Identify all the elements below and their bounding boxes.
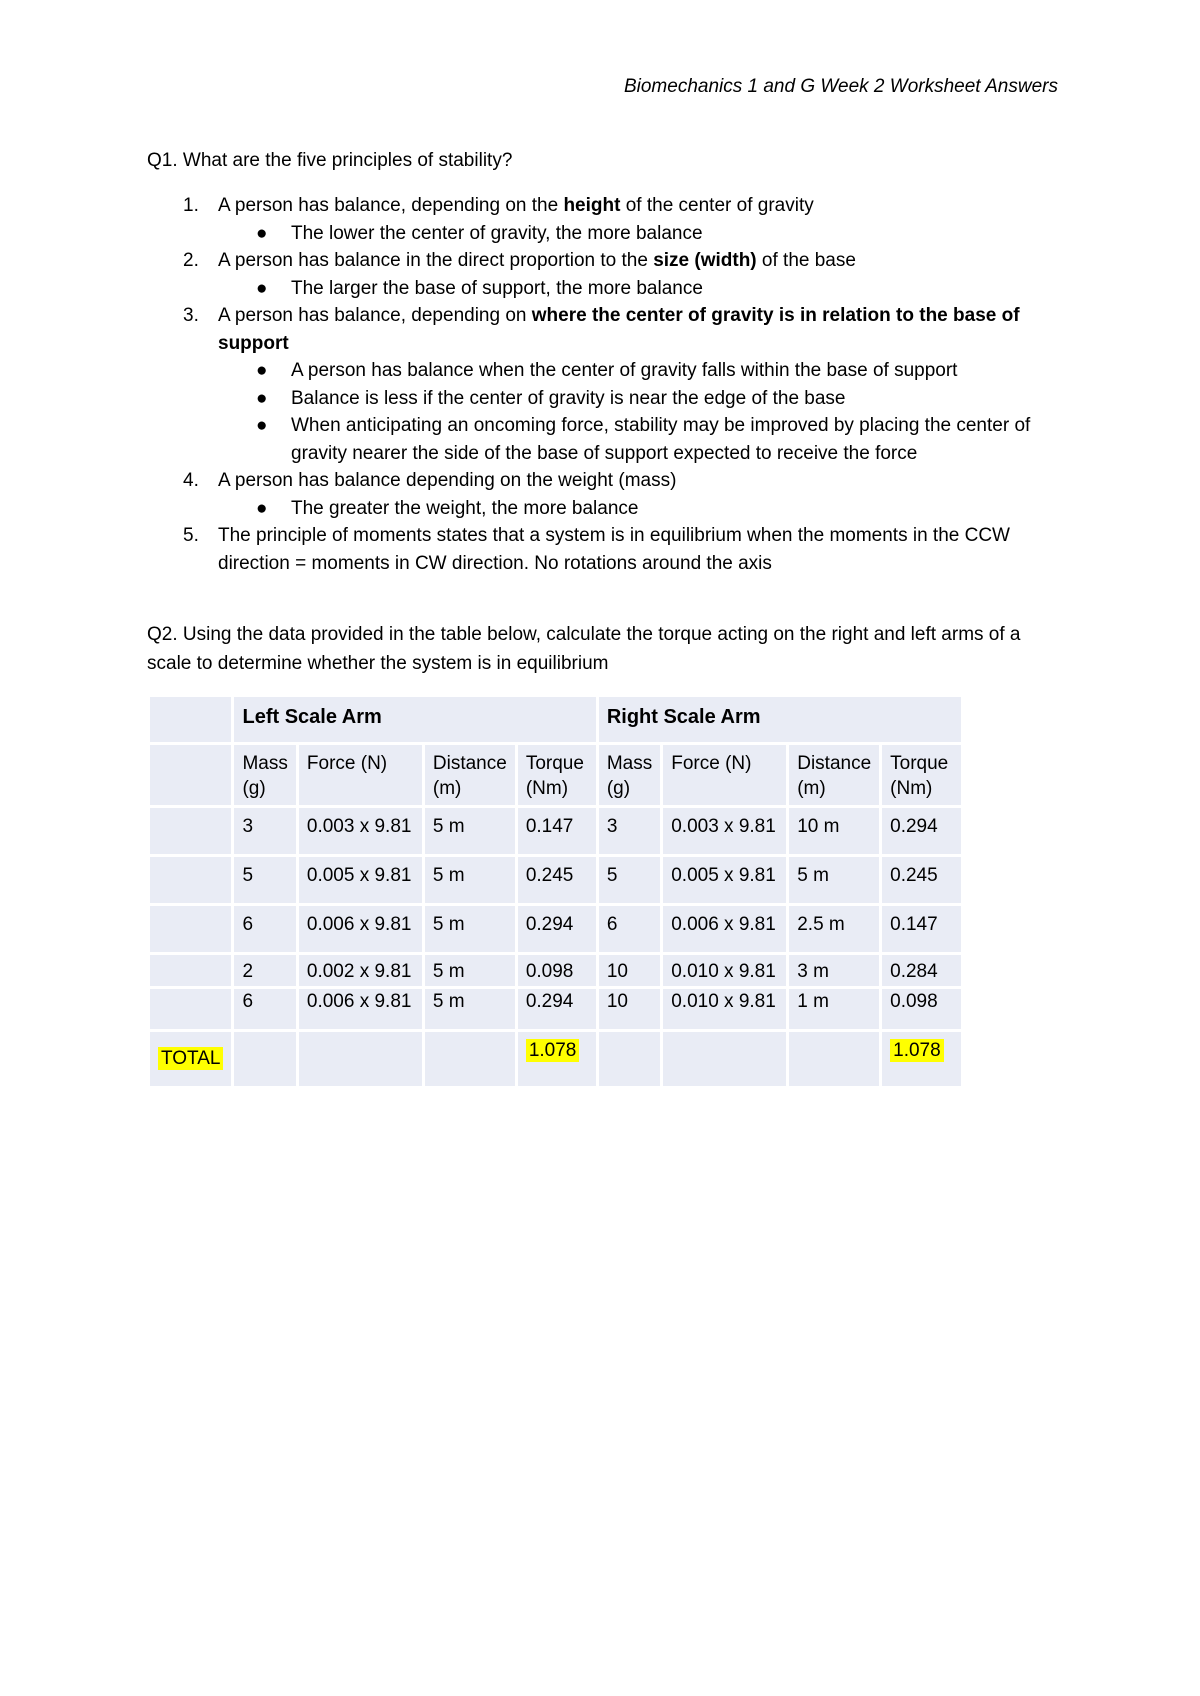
table-cell: 0.245 bbox=[518, 857, 596, 903]
table-cell: 5 m bbox=[425, 857, 515, 903]
bullet-icon: ● bbox=[256, 387, 268, 409]
torque-table bbox=[147, 694, 964, 1089]
column-header: Force (N) bbox=[299, 745, 422, 805]
table-cell: 0.010 x 9.81 bbox=[663, 955, 786, 986]
bullet-text: Balance is less if the center of gravity is near the edge of the base bbox=[291, 387, 846, 409]
total-label: TOTAL bbox=[158, 1047, 223, 1070]
bullet-icon: ● bbox=[256, 277, 268, 299]
bullet-item bbox=[218, 275, 1067, 303]
q1-question: Q1. What are the five principles of stability? bbox=[147, 150, 513, 171]
table-cell: 0.294 bbox=[882, 808, 961, 854]
table-cell bbox=[150, 857, 231, 903]
bullet-text: The lower the center of gravity, the more balance bbox=[291, 222, 703, 244]
table-cell: 0.245 bbox=[882, 857, 961, 903]
total-label-cell bbox=[150, 1032, 231, 1086]
principle-bold-text: height bbox=[563, 195, 621, 216]
table-cell: 0.006 x 9.81 bbox=[663, 906, 786, 952]
table-cell: 0.294 bbox=[518, 906, 596, 952]
table-cell: 3 bbox=[599, 808, 660, 854]
principle-bold-text: size (width) bbox=[653, 250, 757, 271]
table-cell: 0.003 x 9.81 bbox=[299, 808, 422, 854]
table-cell: 2.5 m bbox=[789, 906, 879, 952]
column-header: Force (N) bbox=[663, 745, 786, 805]
principle-item bbox=[147, 302, 1067, 467]
principle-text: The principle of moments states that a system is in equilibrium when the moments in the CCW direction = moments in CW direction. No rotations around the axis bbox=[218, 525, 1010, 574]
principle-text: A person has balance depending on the weight (mass) bbox=[218, 470, 677, 491]
table-cell: 10 bbox=[599, 989, 660, 1029]
principle-bold-text: where the center of gravity is in relation to the base of support bbox=[218, 305, 1020, 354]
table-cell: 5 m bbox=[789, 857, 879, 903]
table-cell bbox=[299, 1032, 422, 1086]
table-row bbox=[150, 857, 961, 903]
q2-question: Q2. Using the data provided in the table below, calculate the torque acting on the right and left arms of a scale to determine whether the system is in equilibrium bbox=[147, 624, 1021, 674]
bullet-item bbox=[218, 385, 1067, 413]
table-cell: 0.098 bbox=[518, 955, 596, 986]
bullet-item bbox=[218, 220, 1067, 248]
table-cell bbox=[150, 955, 231, 986]
bullet-list bbox=[218, 275, 1067, 303]
table-cell: 5 m bbox=[425, 989, 515, 1029]
table-row bbox=[150, 989, 961, 1029]
column-header: Torque (Nm) bbox=[518, 745, 596, 805]
bullet-text: The greater the weight, the more balance bbox=[291, 497, 639, 519]
table-cell: 6 bbox=[234, 989, 295, 1029]
column-header: Distance (m) bbox=[789, 745, 879, 805]
bullet-icon: ● bbox=[256, 415, 268, 436]
principle-item bbox=[147, 522, 1067, 577]
column-header: Mass (g) bbox=[599, 745, 660, 805]
table-row bbox=[150, 906, 961, 952]
bullet-icon: ● bbox=[256, 222, 268, 244]
table-cell bbox=[599, 1032, 660, 1086]
principle-text: A person has balance in the direct proportion to the bbox=[218, 250, 654, 271]
left-arm-title: Left Scale Arm bbox=[234, 697, 595, 742]
bullet-text: A person has balance when the center of gravity falls within the base of support bbox=[291, 360, 958, 381]
right-total-value: 1.078 bbox=[890, 1039, 944, 1062]
table-cell bbox=[150, 697, 231, 742]
table-cell: 0.098 bbox=[882, 989, 961, 1029]
table-cell: 0.147 bbox=[518, 808, 596, 854]
principle-text: of the base bbox=[756, 250, 856, 271]
table-cell bbox=[150, 989, 231, 1029]
bullet-list bbox=[218, 495, 1067, 523]
table-cell: 3 bbox=[234, 808, 295, 854]
table-cell: 0.002 x 9.81 bbox=[299, 955, 422, 986]
left-total-value: 1.078 bbox=[526, 1039, 580, 1062]
list-number: 5. bbox=[183, 525, 199, 546]
principle-item bbox=[147, 467, 1067, 522]
bullet-text: When anticipating an oncoming force, stability may be improved by placing the center of gravity nearer the side of the base of support expected to receive the force bbox=[291, 415, 1031, 464]
bullet-item bbox=[218, 495, 1067, 523]
principle-item bbox=[147, 247, 1067, 302]
table-cell: 1 m bbox=[789, 989, 879, 1029]
bullet-item bbox=[218, 357, 1067, 385]
table-cell: 0.005 x 9.81 bbox=[299, 857, 422, 903]
table-cell bbox=[150, 906, 231, 952]
bullet-list bbox=[218, 357, 1067, 467]
table-cell: 0.010 x 9.81 bbox=[663, 989, 786, 1029]
table-cell: 0.005 x 9.81 bbox=[663, 857, 786, 903]
table-cell: 0.147 bbox=[882, 906, 961, 952]
principle-text: A person has balance, depending on bbox=[218, 305, 532, 326]
bullet-icon: ● bbox=[256, 360, 268, 381]
table-cell bbox=[150, 808, 231, 854]
right-arm-title: Right Scale Arm bbox=[599, 697, 961, 742]
table-cell: 6 bbox=[234, 906, 295, 952]
list-number: 3. bbox=[183, 305, 199, 326]
table-cell bbox=[150, 745, 231, 805]
page-header: Biomechanics 1 and G Week 2 Worksheet Answers bbox=[623, 76, 1058, 97]
table-cell: 0.006 x 9.81 bbox=[299, 906, 422, 952]
table-cell: 5 m bbox=[425, 955, 515, 986]
list-number: 2. bbox=[183, 250, 199, 271]
table-row bbox=[150, 808, 961, 854]
list-number: 4. bbox=[183, 470, 199, 491]
total-row bbox=[150, 1032, 961, 1086]
principle-text: of the center of gravity bbox=[620, 195, 814, 216]
table-row bbox=[150, 745, 961, 805]
table-cell: 5 bbox=[599, 857, 660, 903]
principle-text: A person has balance, depending on the bbox=[218, 195, 564, 216]
table-cell: 0.003 x 9.81 bbox=[663, 808, 786, 854]
bullet-item bbox=[218, 412, 1067, 467]
table-cell bbox=[425, 1032, 515, 1086]
table-cell: 5 bbox=[234, 857, 295, 903]
table-row bbox=[150, 697, 961, 742]
table-cell: 2 bbox=[234, 955, 295, 986]
table-cell: 6 bbox=[599, 906, 660, 952]
table-cell: 0.284 bbox=[882, 955, 961, 986]
column-header: Mass (g) bbox=[234, 745, 295, 805]
principles-list bbox=[147, 192, 1067, 577]
table-cell: 5 m bbox=[425, 906, 515, 952]
table-cell: 5 m bbox=[425, 808, 515, 854]
table-cell bbox=[663, 1032, 786, 1086]
table-row bbox=[150, 955, 961, 986]
bullet-text: The larger the base of support, the more balance bbox=[291, 277, 703, 299]
right-total-cell bbox=[882, 1032, 961, 1086]
left-total-cell bbox=[518, 1032, 596, 1086]
table-cell: 10 bbox=[599, 955, 660, 986]
column-header: Torque (Nm) bbox=[882, 745, 961, 805]
bullet-list bbox=[218, 220, 1067, 248]
bullet-icon: ● bbox=[256, 497, 268, 519]
table-cell bbox=[234, 1032, 295, 1086]
principle-item bbox=[147, 192, 1067, 247]
table-cell bbox=[789, 1032, 879, 1086]
table-cell: 3 m bbox=[789, 955, 879, 986]
table-cell: 0.006 x 9.81 bbox=[299, 989, 422, 1029]
list-number: 1. bbox=[183, 195, 199, 216]
table-cell: 10 m bbox=[789, 808, 879, 854]
column-header: Distance (m) bbox=[425, 745, 515, 805]
table-cell: 0.294 bbox=[518, 989, 596, 1029]
